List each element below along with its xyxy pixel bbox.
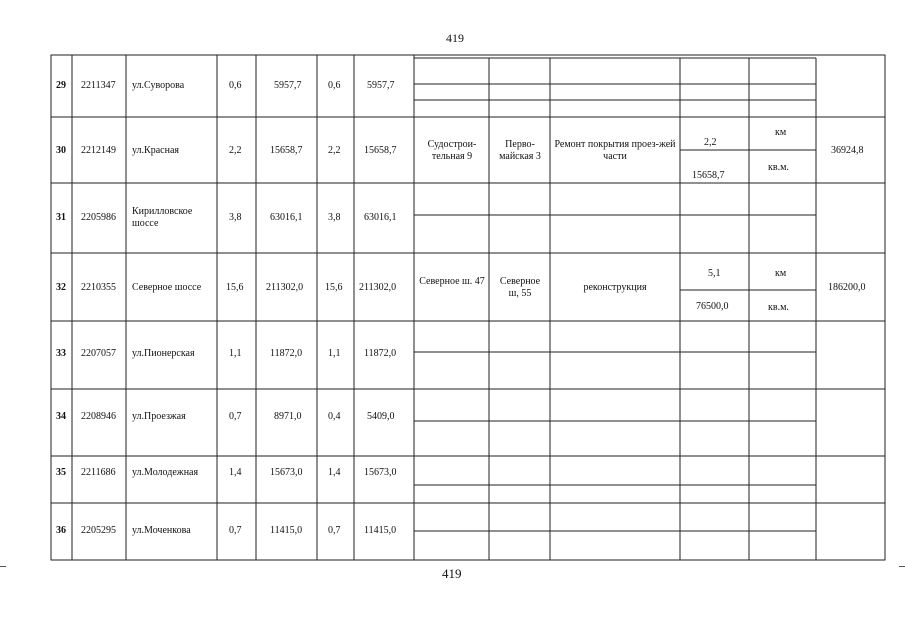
road-code: 2211347 — [81, 80, 116, 91]
length-total: 1,1 — [229, 348, 242, 359]
section-end: Перво-майская 3 — [499, 139, 541, 162]
road-code: 2210355 — [81, 282, 116, 293]
length-municipal: 15,6 — [325, 282, 343, 293]
length-municipal: 1,4 — [328, 467, 341, 478]
road-code: 2211686 — [81, 467, 116, 478]
cost-value: 186200,0 — [828, 282, 866, 293]
area-total: 15673,0 — [270, 467, 303, 478]
length-total: 0,6 — [229, 80, 242, 91]
row-number: 29 — [56, 80, 66, 91]
length-total: 2,2 — [229, 145, 242, 156]
work-type: Ремонт покрытия проез-жей части — [554, 139, 676, 162]
length-total: 15,6 — [226, 282, 244, 293]
road-name: Северное шоссе — [132, 282, 202, 293]
length-municipal: 0,7 — [328, 525, 341, 536]
length-total: 3,8 — [229, 212, 242, 223]
work-type: реконструкция — [583, 282, 647, 293]
road-name: ул.Красная — [132, 145, 179, 156]
area-municipal: 5409,0 — [367, 411, 395, 422]
area-total: 211302,0 — [266, 282, 304, 293]
section-start: Судострои-тельная 9 — [427, 139, 477, 162]
length-municipal: 3,8 — [328, 212, 341, 223]
km-value: 5,1 — [708, 268, 721, 279]
left-edge-mark — [0, 566, 6, 567]
area-total: 5957,7 — [274, 80, 302, 91]
area-municipal: 11872,0 — [364, 348, 397, 359]
section-start: Северное ш. 47 — [419, 276, 485, 287]
length-municipal: 1,1 — [328, 348, 341, 359]
sqm-unit: кв.м. — [768, 302, 789, 313]
area-municipal: 211302,0 — [359, 282, 397, 293]
row-number: 30 — [56, 145, 66, 156]
row-number: 35 — [56, 467, 66, 478]
road-name: ул.Моченкова — [132, 525, 191, 536]
right-edge-mark — [899, 566, 905, 567]
area-municipal: 63016,1 — [364, 212, 397, 223]
road-code: 2212149 — [81, 145, 116, 156]
area-total: 8971,0 — [274, 411, 302, 422]
length-total: 0,7 — [229, 525, 242, 536]
length-municipal: 0,6 — [328, 80, 341, 91]
area-total: 15658,7 — [270, 145, 303, 156]
km-unit: км — [775, 268, 787, 279]
cost-value: 36924,8 — [831, 145, 864, 156]
length-total: 1,4 — [229, 467, 242, 478]
length-municipal: 2,2 — [328, 145, 341, 156]
road-name: ул.Проезжая — [132, 411, 186, 422]
area-municipal: 5957,7 — [367, 80, 395, 91]
area-total: 11872,0 — [270, 348, 303, 359]
road-name: ул.Молодежная — [132, 467, 199, 478]
area-total: 63016,1 — [270, 212, 303, 223]
area-municipal: 15658,7 — [364, 145, 397, 156]
sqm-value: 15658,7 — [692, 170, 725, 181]
sqm-value: 76500,0 — [696, 301, 729, 312]
km-value: 2,2 — [704, 137, 717, 148]
row-number: 31 — [56, 212, 66, 223]
area-total: 11415,0 — [270, 525, 303, 536]
row-number: 33 — [56, 348, 66, 359]
length-municipal: 0,4 — [328, 411, 341, 422]
road-code: 2208946 — [81, 411, 116, 422]
row-number: 32 — [56, 282, 66, 293]
sqm-unit: кв.м. — [768, 162, 789, 173]
page-number-bottom: 419 — [442, 566, 462, 581]
area-municipal: 15673,0 — [364, 467, 397, 478]
road-name: ул.Пионерская — [132, 348, 195, 359]
section-end: Северное ш, 55 — [499, 276, 541, 299]
road-code: 2205986 — [81, 212, 116, 223]
road-name: Кирилловское шоссе — [132, 206, 193, 229]
length-total: 0,7 — [229, 411, 242, 422]
row-number: 34 — [56, 411, 66, 422]
road-name: ул.Суворова — [132, 80, 185, 91]
area-municipal: 11415,0 — [364, 525, 397, 536]
page-number-top: 419 — [446, 31, 464, 45]
road-code: 2205295 — [81, 525, 116, 536]
row-number: 36 — [56, 525, 66, 536]
road-code: 2207057 — [81, 348, 116, 359]
km-unit: км — [775, 127, 787, 138]
